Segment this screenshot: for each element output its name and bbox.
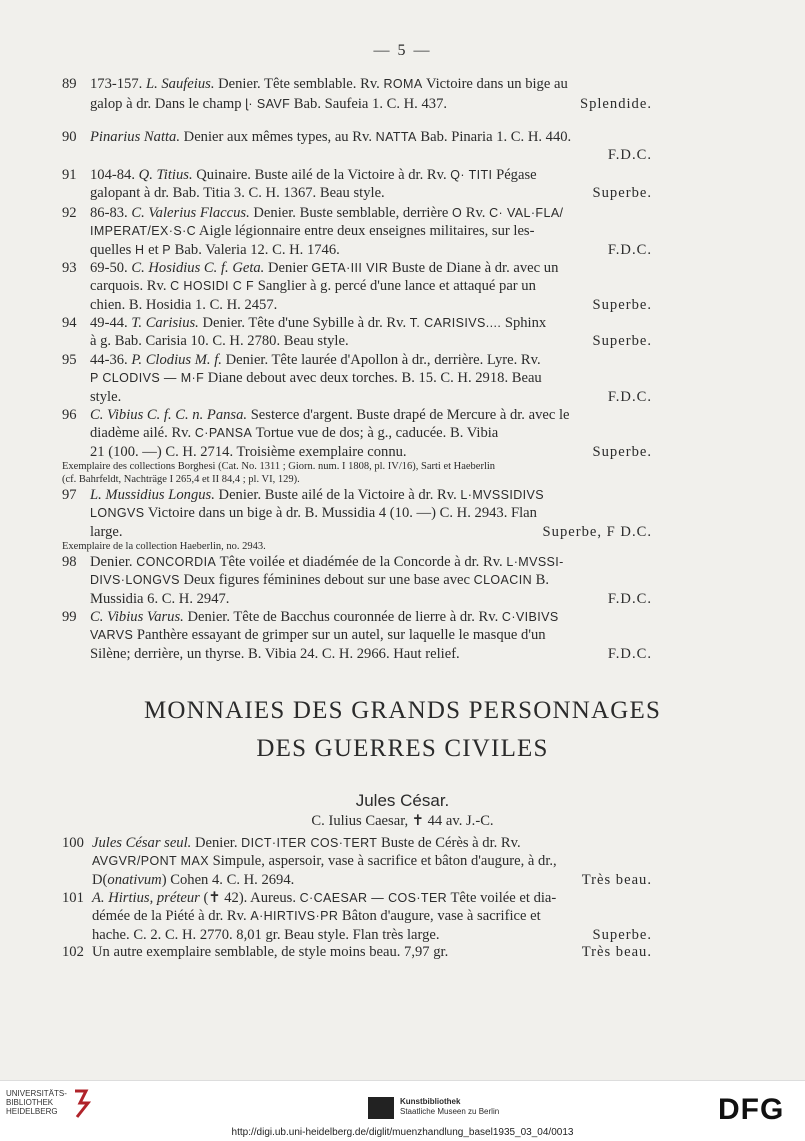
entry-text: Silène; derrière, un thyrse. B. Vibia 24. C. H. 2966. Haut relief. (90, 645, 460, 662)
entry-text: carquois. Rv. (90, 278, 171, 295)
entry-text: Tortue vue de dos; à g., caducée. B. Vibia (252, 425, 499, 442)
entry-date: 173-157. (90, 76, 146, 92)
note-line: Exemplaire de la collection Haeberlin, no. 2943. (62, 541, 266, 552)
entry-number: 94 (62, 315, 77, 331)
entry-text: Tête voilée et diadémée de la Concorde à dr. Rv. (216, 554, 507, 570)
entry-text: 21 (100. —) C. H. 2714. Troisième exemplaire connu. (90, 443, 407, 460)
entry-text: Denier. Buste semblable, derrière (249, 205, 452, 221)
catalog-entry-102 (62, 943, 652, 961)
legend: ROMA (383, 77, 423, 91)
legend: C HOSIDI C F (170, 279, 255, 294)
legend: O (451, 206, 463, 220)
entry-text: Denier. Buste ailé de la Victoire à dr. Rv. (214, 487, 461, 503)
legend: VARVS (90, 628, 134, 643)
entry-name: T. Carisius. (131, 315, 199, 331)
logo-text: BIBLIOTHEK (6, 1098, 54, 1107)
entry-text: Victoire dans un bige au (422, 76, 568, 92)
entry-text: Simpule, aspersoir, vase à sacrifice et bâton d'augure, à dr., (208, 853, 557, 870)
entry-text: et (144, 241, 163, 258)
catalog-entry-94 (62, 314, 652, 351)
legend: LONGVS (90, 506, 145, 521)
catalog-entry-100 (62, 834, 652, 889)
entry-text: Pégase (492, 167, 537, 183)
entry-number: 102 (62, 944, 84, 960)
entry-text: galop à dr. Dans le champ (90, 96, 246, 113)
grade: Splendide. (579, 96, 652, 113)
grade: Très beau. (581, 871, 652, 888)
logo-text: HEIDELBERG (6, 1107, 58, 1116)
grade: F.D.C. (607, 388, 652, 405)
entry-number: 97 (62, 487, 77, 503)
catalog-entry-90 (62, 128, 652, 165)
subsection-subtitle: C. Iulius Caesar, ✝ 44 av. J.-C. (311, 813, 494, 829)
entry-text: Mussidia 6. C. H. 2947. (90, 590, 230, 607)
entry-number: 98 (62, 554, 77, 570)
catalog-entry-98 (62, 553, 652, 608)
entry-text: Un autre exemplaire semblable, de style moins beau. 7,97 gr. (92, 944, 449, 960)
note-line: (cf. Bahrfeldt, Nachträge I 265,4 et II 84,4 ; pl. VI, 129). (62, 474, 300, 485)
entry-text: Diane debout avec deux torches. B. 15. C. H. 2918. Beau (204, 370, 542, 387)
entry-text: démée de la Piété à dr. Rv. (92, 908, 251, 925)
entry-text: Denier. Tête d'une Sybille à dr. Rv. (198, 315, 410, 331)
entry-text: Sesterce d'argent. Buste drapé de Mercure à dr. avec le (247, 407, 570, 423)
legend: L·MVSSI- (506, 555, 564, 569)
entry-name: A. Hirtius, préteur (92, 890, 200, 906)
entry-number: 100 (62, 835, 84, 851)
entry-text: chien. B. Hosidia 1. C. H. 2457. (90, 296, 278, 313)
entry-name: Q. Titius. (138, 167, 193, 183)
grade: Très beau. (581, 944, 652, 960)
grade: Superbe. (592, 296, 652, 313)
entry-number: 90 (62, 129, 77, 145)
entry-name: C. Hosidius C. f. Geta. (131, 260, 265, 276)
section-heading-line2: DES GUERRES CIVILES (256, 735, 549, 762)
legend: P (162, 242, 172, 257)
entry-text: Denier. Tête semblable. Rv. (214, 76, 384, 92)
entry-name: L. Mussidius Longus. (90, 487, 215, 503)
grade: Superbe. (592, 926, 652, 943)
entry-name: C. Valerius Flaccus. (131, 205, 250, 221)
entry-text: Buste de Cérès à dr. Rv. (377, 835, 521, 851)
entry-text: Rv. (462, 205, 490, 221)
entry-name: L. Saufeius. (145, 76, 215, 92)
page-number: — 5 — (373, 42, 432, 59)
legend: C·CAESAR — COS·TER (299, 891, 448, 905)
entry-text: Bab. Pinaria 1. C. H. 440. (416, 129, 572, 145)
dfg-logo[interactable]: DFG (718, 1093, 785, 1126)
logo-text: Kunstbibliothek (400, 1097, 461, 1106)
entry-number: 99 (62, 609, 77, 625)
entry-text: Deux figures féminines debout sur une base avec (179, 572, 474, 589)
entry-text: Quinaire. Buste ailé de la Victoire à dr. Rv. (192, 167, 451, 183)
grade: Superbe. (592, 185, 652, 202)
entry-text: Denier. Tête de Bacchus couronnée de lierre à dr. Rv. (183, 609, 502, 625)
entry-text: Denier. (191, 835, 242, 851)
legend: C·PANSA (194, 426, 253, 441)
provenance-note (62, 460, 652, 486)
kunstbibliothek-icon (368, 1097, 394, 1119)
grade: Superbe. (592, 443, 652, 460)
legend: A·HIRTIVS·PR (250, 909, 339, 924)
legend: H (135, 242, 145, 257)
entry-date: 86-83. (90, 205, 132, 221)
legend: CLOACIN (473, 573, 533, 588)
entry-number: 101 (62, 890, 84, 906)
entry-text: Denier aux mêmes types, au Rv. (180, 129, 376, 145)
entry-name: C. Vibius C. f. C. n. Pansa. (90, 407, 248, 423)
permalink-url[interactable]: http://digi.ub.uni-heidelberg.de/diglit/muenzhandlung_basel1935_03_04/0013 (231, 1127, 574, 1138)
catalog-entry-93 (62, 259, 652, 314)
entry-text: D( (92, 871, 108, 888)
entry-text: B. (532, 572, 550, 589)
grade: Superbe. (592, 333, 652, 350)
catalog-entry-95 (62, 351, 652, 406)
entry-text: Tête voilée et dia- (447, 890, 557, 906)
entry-text: Bab. Valeria 12. C. H. 1746. (171, 241, 340, 258)
grade: Superbe, F D.C. (542, 523, 652, 540)
entry-text: Panthère essayant de grimper sur un autel, sur laquelle le masque d'un (133, 627, 546, 644)
entry-name: P. Clodius M. f. (131, 352, 222, 368)
entry-text: hache. C. 2. C. H. 2770. 8,01 gr. Beau style. Flan très large. (92, 926, 440, 943)
entry-number: 93 (62, 260, 77, 276)
entry-text: Bab. Saufeia 1. C. H. 437. (290, 96, 448, 113)
entry-text: Denier (264, 260, 312, 276)
catalog-entry-99 (62, 608, 652, 663)
entry-text: onativum (107, 871, 162, 888)
grade: F.D.C. (607, 147, 652, 164)
viewer-footer (0, 1080, 805, 1141)
catalog-entry-97 (62, 486, 652, 541)
legend: CONCORDIA (136, 555, 217, 569)
entry-text: ) Cohen 4. C. H. 2694. (161, 871, 295, 888)
entry-text: Victoire dans un bige à dr. B. Mussidia 4 (10. —) C. H. 2943. Flan (144, 505, 537, 522)
grade: F.D.C. (607, 645, 652, 662)
catalog-entry-89 (62, 75, 652, 114)
legend: ɭ· SAVF (245, 97, 291, 112)
catalog-entry-96 (62, 406, 652, 461)
legend: DIVS·LONGVS (90, 573, 180, 588)
catalog-entry-91 (62, 166, 652, 203)
legend: C·VIBIVS (501, 610, 559, 624)
entry-text: diadème ailé. Rv. (90, 425, 195, 442)
entry-name: C. Vibius Varus. (90, 609, 184, 625)
logo-text: Staatliche Museen zu Berlin (400, 1107, 500, 1116)
entry-text: à g. Bab. Carisia 10. C. H. 2780. Beau style. (90, 333, 349, 350)
subsection-title: Jules César. (355, 791, 450, 810)
entry-number: 91 (62, 167, 77, 183)
section-heading-line1: MONNAIES DES GRANDS PERSONNAGES (143, 697, 662, 724)
entry-text: style. (90, 388, 122, 405)
entry-text: Buste de Diane à dr. avec un (388, 260, 559, 276)
entry-text: (✝ 42). Aureus. (199, 890, 300, 906)
entry-text: Aigle légionnaire entre deux enseignes militaires, sur les- (196, 223, 535, 240)
entry-text: quelles (90, 241, 135, 258)
university-library-logo[interactable] (6, 1089, 67, 1116)
legend: DICT·ITER COS·TERT (241, 836, 378, 850)
legend: NATTA (375, 130, 417, 144)
entry-text: Bâton d'augure, vase à sacrifice et (338, 908, 541, 925)
entry-number: 92 (62, 205, 77, 221)
legend: T. CARISIVS.... (409, 316, 502, 330)
catalog-entry-101 (62, 889, 652, 944)
entry-text: Sphinx (501, 315, 547, 331)
entry-date: 49-44. (90, 315, 132, 331)
entry-number: 89 (62, 76, 77, 92)
entry-text: galopant à dr. Bab. Titia 3. C. H. 1367. Beau style. (90, 185, 385, 202)
legend: C· VAL·FLA/ (489, 206, 564, 220)
legend: IMPERAT/EX·S·C (90, 224, 197, 239)
note-line: Exemplaire des collections Borghesi (Cat. No. 1311 ; Giorn. num. I 1808, pl. IV/16), Sarti et Haeberlin (62, 461, 496, 472)
entry-text: Denier. (90, 554, 137, 570)
entry-number: 96 (62, 407, 77, 423)
entry-text: Denier. Tête laurée d'Apollon à dr., derrière. Lyre. Rv. (221, 352, 541, 368)
legend: GETA·III VIR (311, 261, 389, 275)
entry-text: Sanglier à g. percé d'une lance et attaqué par un (254, 278, 536, 295)
entry-name: Jules César seul. (92, 835, 192, 851)
entry-date: 104-84. (90, 167, 139, 183)
grade: F.D.C. (607, 241, 652, 258)
entry-date: 44-36. (90, 352, 132, 368)
legend: L·MVSSIDIVS (460, 488, 545, 502)
legend: AVGVR/PONT MAX (92, 854, 209, 869)
logo-text: UNIVERSITÄTS- (6, 1089, 67, 1098)
grade: F.D.C. (607, 590, 652, 607)
entry-date: 69-50. (90, 260, 132, 276)
legend: P CLODIVS — M·F (90, 371, 205, 386)
legend: Q· TITI (450, 168, 493, 182)
entry-number: 95 (62, 352, 77, 368)
entry-text: large. (90, 523, 123, 540)
catalog-entry-92 (62, 204, 652, 259)
provenance-note (62, 540, 652, 553)
university-seal-icon (72, 1089, 92, 1119)
entry-name: Pinarius Natta. (90, 129, 181, 145)
